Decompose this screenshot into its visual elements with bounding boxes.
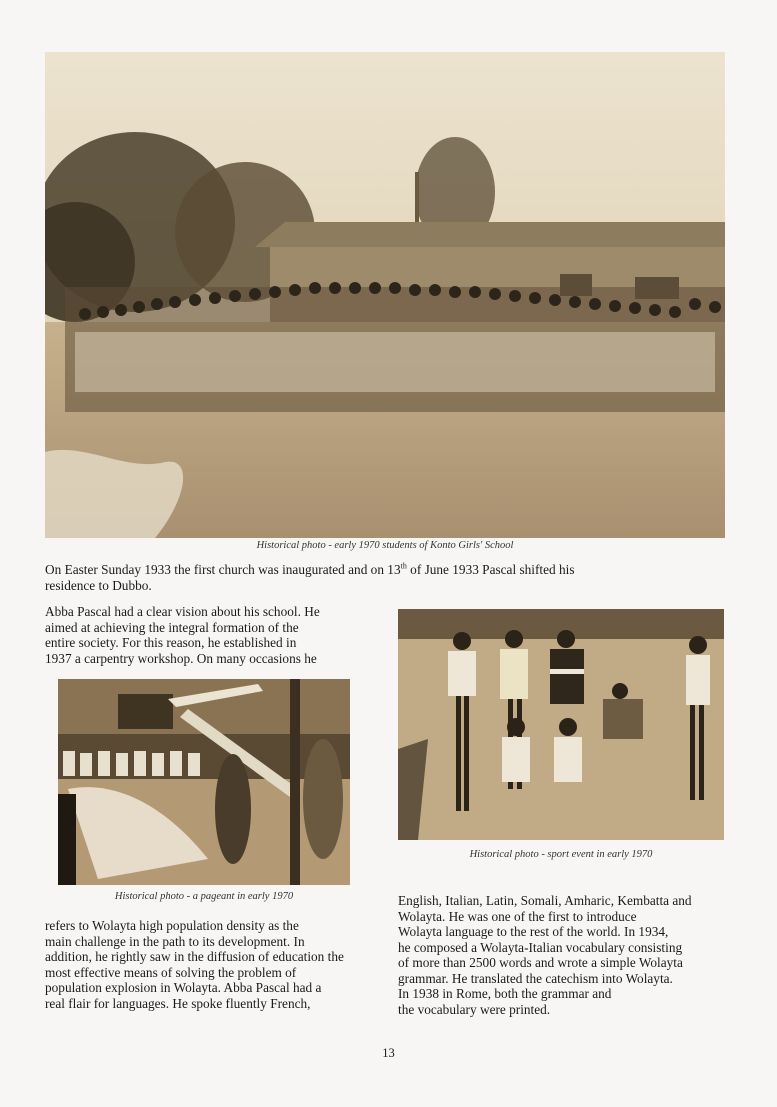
text-line: of more than 2500 words and wrote a simple Wolayta bbox=[398, 955, 683, 970]
text-line: Wolayta language to the rest of the world. In 1934, bbox=[398, 924, 669, 939]
intro-line-1 bbox=[45, 562, 735, 578]
caption-pageant: Historical photo - a pageant in early 1970 bbox=[114, 891, 294, 902]
intro-after-sup: of June 1933 Pascal shifted his bbox=[406, 562, 575, 577]
intro-before-sup: On Easter Sunday 1933 the first church was inaugurated and on 13 bbox=[45, 562, 401, 577]
text-line: refers to Wolayta high population density as the bbox=[45, 918, 299, 933]
text-line: aimed at achieving the integral formation of the bbox=[45, 619, 299, 635]
intro-line-2: residence to Dubbo. bbox=[45, 577, 152, 593]
text-line: entire society. For this reason, he established in bbox=[45, 635, 297, 650]
left-column-bottom-text bbox=[45, 918, 385, 1011]
text-line: he composed a Wolayta-Italian vocabulary consisting bbox=[398, 939, 683, 955]
caption-school-students: Historical photo - early 1970 students of Konto Girls' School bbox=[256, 540, 514, 551]
text-line: real flair for languages. He spoke fluently French, bbox=[45, 995, 311, 1011]
caption-sport-event: Historical photo - sport event in early 1970 bbox=[469, 849, 653, 860]
text-line: Wolayta. He was one of the first to introduce bbox=[398, 908, 637, 924]
text-line: grammar. He translated the catechism into Wolayta. bbox=[398, 970, 673, 986]
photo-school-students bbox=[45, 52, 725, 538]
text-line: main challenge in the path to its development. In bbox=[45, 933, 305, 949]
text-line: English, Italian, Latin, Somali, Amharic, Kembatta and bbox=[398, 893, 692, 908]
right-column-bottom-text bbox=[398, 893, 738, 1017]
photo-sport-event bbox=[398, 609, 724, 840]
text-line: the vocabulary were printed. bbox=[398, 1001, 551, 1017]
page-number: 13 bbox=[382, 1046, 395, 1060]
text-line: population explosion in Wolayta. Abba Pascal had a bbox=[45, 980, 322, 995]
left-column-top-text bbox=[45, 604, 375, 666]
text-line: Abba Pascal had a clear vision about his school. He bbox=[45, 604, 320, 619]
text-line: In 1938 in Rome, both the grammar and bbox=[398, 986, 612, 1001]
photo-pageant bbox=[58, 679, 350, 885]
text-line: most effective means of solving the problem of bbox=[45, 964, 297, 980]
intro-sup: th bbox=[400, 561, 407, 571]
text-line: addition, he rightly saw in the diffusion of education the bbox=[45, 949, 344, 964]
text-line: 1937 a carpentry workshop. On many occasions he bbox=[45, 650, 317, 666]
intro-paragraph bbox=[45, 562, 735, 593]
